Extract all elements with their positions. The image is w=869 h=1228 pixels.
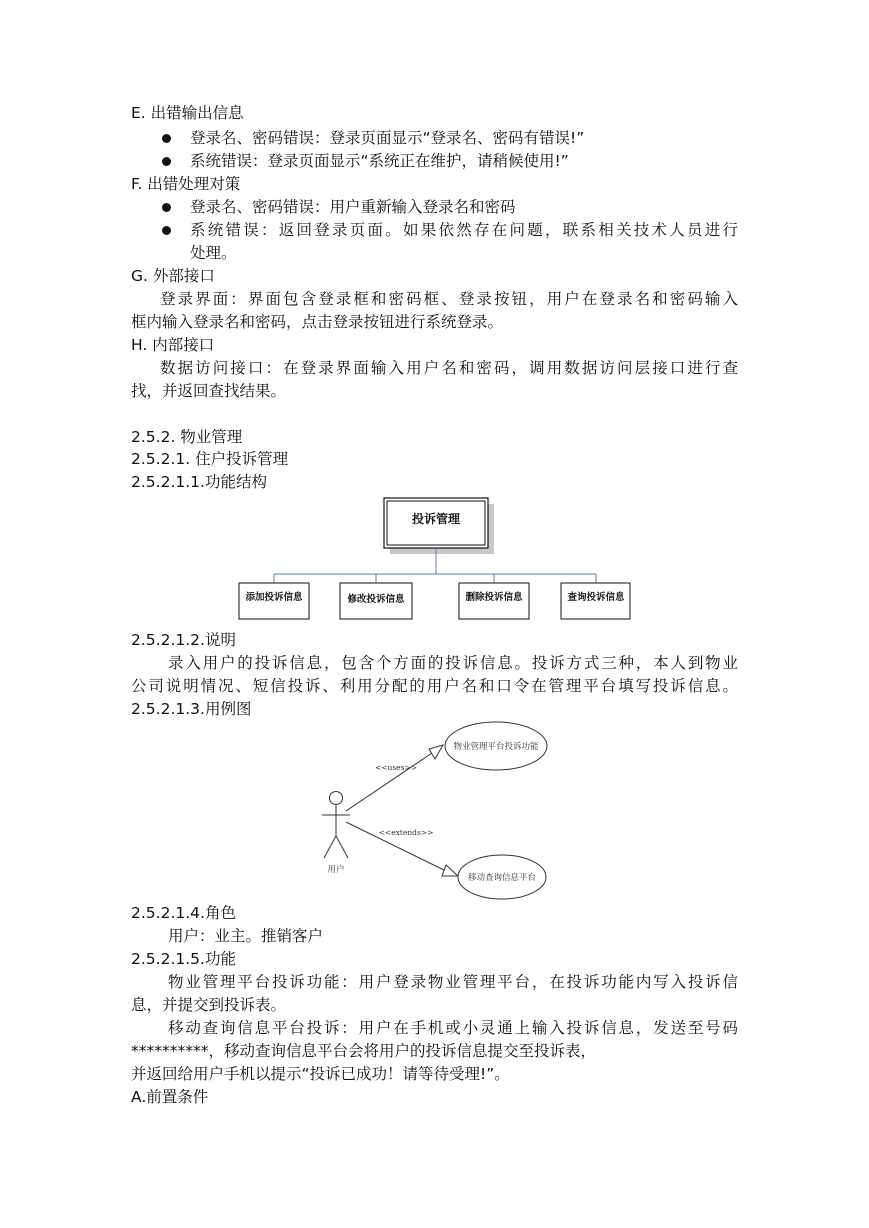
f-item-2-line-1: 系统错误：返回登录页面。如果依然存在问题，联系相关技术人员进行 [190, 221, 738, 239]
g-para-line-2: 框内输入登录名和密码，点击登录按钮进行系统登录。 [131, 313, 504, 331]
section-a-heading: A.前置条件 [131, 1088, 209, 1106]
bullet-icon [162, 203, 171, 212]
actor-head [330, 792, 343, 805]
section-2-5-2: 2.5.2. 物业管理 [131, 428, 243, 446]
section-f-heading: F. 出错处理对策 [131, 175, 241, 193]
child-label-edit: 修改投诉信息 [347, 594, 405, 605]
usecase-label-top: 物业管理平台投诉功能 [453, 742, 539, 752]
h-para-line-1: 数据访问接口：在登录界面输入用户名和密码，调用数据访问层接口进行查 [160, 359, 738, 377]
function-structure-diagram [230, 494, 640, 624]
actor-leg [324, 836, 336, 858]
e-item-1: 登录名、密码错误：登录页面显示“登录名、密码有错误!” [190, 129, 585, 147]
child-label-delete: 删除投诉信息 [465, 592, 523, 603]
desc-line-1: 录入用户的投诉信息，包含个方面的投诉信息。投诉方式三种，本人到物业 [168, 654, 738, 672]
root-label: 投诉管理 [411, 512, 461, 526]
section-2-5-2-1-1: 2.5.2.1.1.功能结构 [131, 473, 267, 491]
usecase-label-bottom: 移动查询信息平台 [467, 873, 537, 883]
uses-line [346, 753, 432, 811]
bullet-icon [162, 134, 171, 143]
bullet-icon [162, 157, 171, 166]
extends-arrowhead [442, 865, 458, 876]
uses-arrowhead [429, 745, 443, 759]
g-para-line-1: 登录界面：界面包含登录框和密码框、登录按钮，用户在登录名和密码输入 [160, 290, 738, 308]
uses-label: <<uses>> [374, 763, 418, 772]
section-2-5-2-1-2: 2.5.2.1.2.说明 [131, 631, 236, 649]
actor-leg [336, 836, 348, 858]
actor-label: 用户 [327, 865, 345, 875]
section-g-heading: G. 外部接口 [131, 267, 215, 285]
section-2-5-2-1-3: 2.5.2.1.3.用例图 [131, 700, 252, 718]
h-para-line-2: 找，并返回查找结果。 [131, 382, 287, 400]
f-item-2-line-2: 处理。 [190, 244, 237, 262]
func2-line-2: **********，移动查询信息平台会将用户的投诉信息提交至投诉表， [131, 1042, 597, 1060]
section-h-heading: H. 内部接口 [131, 336, 215, 354]
child-label-query: 查询投诉信息 [567, 592, 625, 603]
section-2-5-2-1-5: 2.5.2.1.5.功能 [131, 950, 236, 968]
role-text: 用户：业主。推销客户 [168, 927, 324, 945]
func2-line-3: 并返回给用户手机以提示“投诉已成功！请等待受理!”。 [131, 1065, 510, 1083]
child-label-add: 添加投诉信息 [245, 592, 303, 603]
use-case-diagram [310, 718, 560, 902]
desc-line-2: 公司说明情况、短信投诉、利用分配的用户名和口令在管理平台填写投诉信息。 [131, 677, 738, 695]
func1-line-1: 物业管理平台投诉功能：用户登录物业管理平台，在投诉功能内写入投诉信 [168, 973, 738, 991]
func2-line-1: 移动查询信息平台投诉：用户在手机或小灵通上输入投诉信息，发送至号码 [168, 1019, 738, 1037]
e-item-2: 系统错误：登录页面显示“系统正在维护，请稍候使用!” [190, 152, 569, 170]
func1-line-2: 息，并提交到投诉表。 [131, 996, 287, 1014]
section-2-5-2-1: 2.5.2.1. 住户投诉管理 [131, 450, 289, 468]
section-e-heading: E. 出错输出信息 [131, 104, 244, 122]
extends-label: <<extends>> [378, 828, 434, 837]
section-2-5-2-1-4: 2.5.2.1.4.角色 [131, 904, 236, 922]
f-item-1: 登录名、密码错误：用户重新输入登录名和密码 [190, 198, 516, 216]
bullet-icon [162, 226, 171, 235]
